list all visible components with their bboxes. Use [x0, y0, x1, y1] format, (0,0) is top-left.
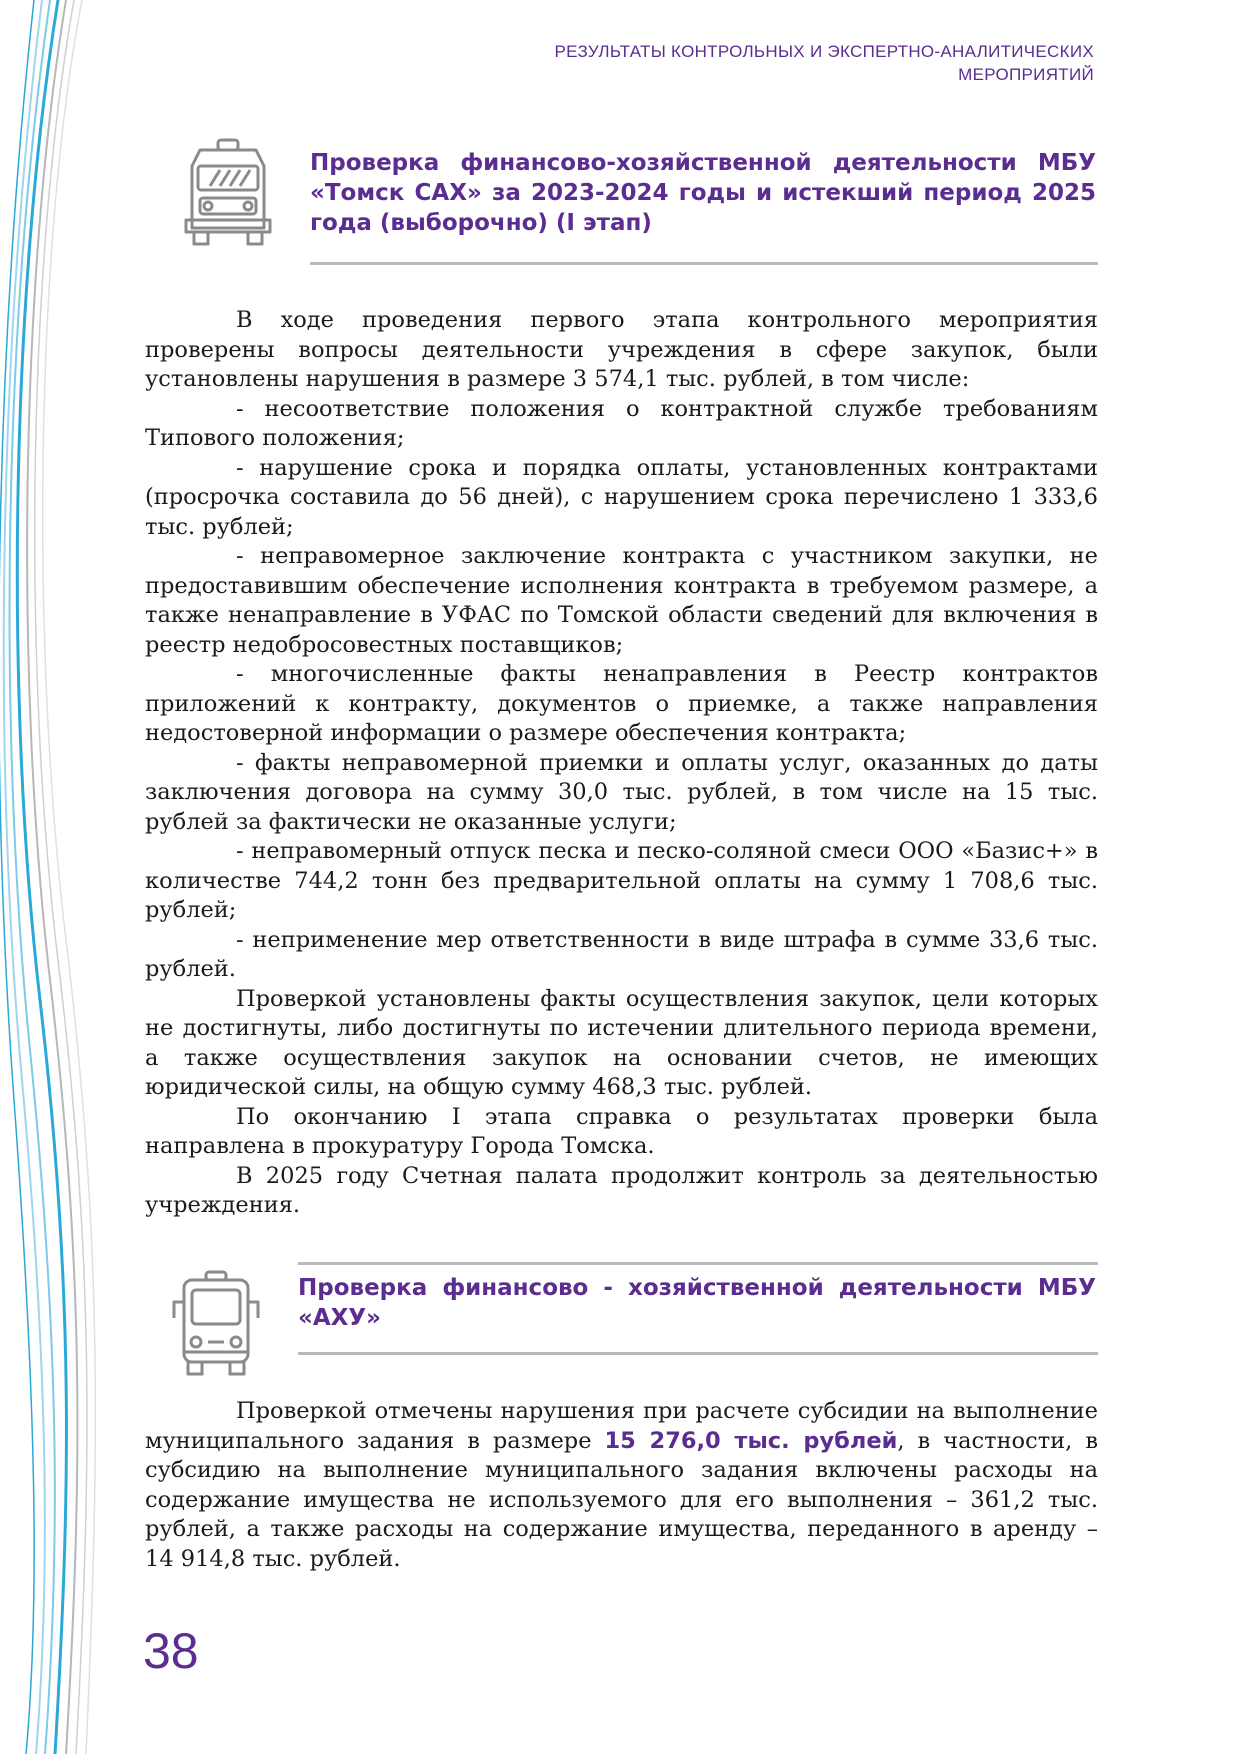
- section2-divider-bottom: [298, 1352, 1098, 1355]
- list-item: - неправомерное заключение контракта с участником закупки, не предоставившим обеспечение исполнения контракта в требуемом размере, а также ненаправление в УФАС по Томской области сведений для включения в реестр недобросовестных поставщиков;: [145, 543, 1098, 658]
- section1-title: Проверка финансово-хозяйственной деятельности МБУ «Томск САХ» за 2023-2024 годы и истекший период 2025 года (выборочно) (I этап): [310, 150, 1096, 236]
- section2-highlight-amount: 15 276,0 тыс. рублей: [604, 1427, 898, 1454]
- section1-paragraph: Проверкой установлены факты осуществления закупок, цели которых не достигнуты, либо достигнуты по истечении длительного периода времени, а также осуществления закупок на основании счетов, не имеющих юридической силы, на общую сумму 468,3 тыс. рублей.: [145, 985, 1098, 1100]
- list-item: - несоответствие положения о контрактной службе требованиям Типового положения;: [145, 395, 1098, 451]
- section1-divider: [310, 262, 1098, 265]
- section1-paragraph: По окончанию I этапа справка о результатах проверки была направлена в прокуратуру Города Томска.: [145, 1103, 1098, 1159]
- section1-intro: В ходе проведения первого этапа контрольного мероприятия проверены вопросы деятельности учреждения в сфере закупок, были установлены нарушения в размере 3 574,1 тыс. рублей, в том числе:: [145, 307, 1098, 392]
- section2-divider-top: [298, 1262, 1098, 1265]
- list-item: - факты неправомерной приемки и оплаты услуг, оказанных до даты заключения договора на сумму 30,0 тыс. рублей, в том числе на 15 тыс. рублей за фактически не оказанные услуги;: [145, 749, 1098, 835]
- running-header-line1: РЕЗУЛЬТАТЫ КОНТРОЛЬНЫХ И ЭКСПЕРТНО-АНАЛИТИЧЕСКИХ: [554, 42, 1094, 61]
- section2-paragraph: [145, 1397, 1098, 1574]
- section2-text-before: Проверкой отмечены нарушения при расчете субсидии на выполнение муниципального задания в размере: [145, 1398, 1098, 1454]
- bus-icon: [166, 1268, 266, 1380]
- section2-body: [145, 1397, 1098, 1574]
- page-number: 38: [143, 1623, 199, 1679]
- truck-icon: [180, 136, 276, 248]
- running-header: [555, 40, 1094, 86]
- list-item: - многочисленные факты ненаправления в Реестр контрактов приложений к контракту, документов о приемке, а также направления недостоверной информации о размере обеспечения контракта;: [145, 661, 1098, 746]
- list-item: - неправомерный отпуск песка и песко-соляной смеси ООО «Базис+» в количестве 744,2 тонн без предварительной оплаты на сумму 1 708,6 тыс. рублей;: [145, 838, 1098, 923]
- list-item: - нарушение срока и порядка оплаты, установленных контрактами (просрочка составила до 56 дней), с нарушением срока перечислено 1 333,6 тыс. рублей;: [145, 454, 1098, 540]
- list-item: - неприменение мер ответственности в виде штрафа в сумме 33,6 тыс. рублей.: [145, 926, 1098, 982]
- section1-paragraph: В 2025 году Счетная палата продолжит контроль за деятельностью учреждения.: [145, 1162, 1098, 1218]
- decorative-swirl: [0, 0, 120, 1754]
- section2-title: Проверка финансово - хозяйственной деятельности МБУ «АХУ»: [298, 1275, 1096, 1331]
- section2-text-after: , в частности, в субсидию на выполнение муниципального задания включены расходы на содержание имущества не используемого для его выполнения – 361,2 тыс. рублей, а также расходы на содержание имущества, переданного в аренду – 14 914,8 тыс. рублей.: [145, 1427, 1098, 1572]
- running-header-line2: МЕРОПРИЯТИЙ: [958, 65, 1094, 84]
- section1-body: [145, 306, 1098, 1221]
